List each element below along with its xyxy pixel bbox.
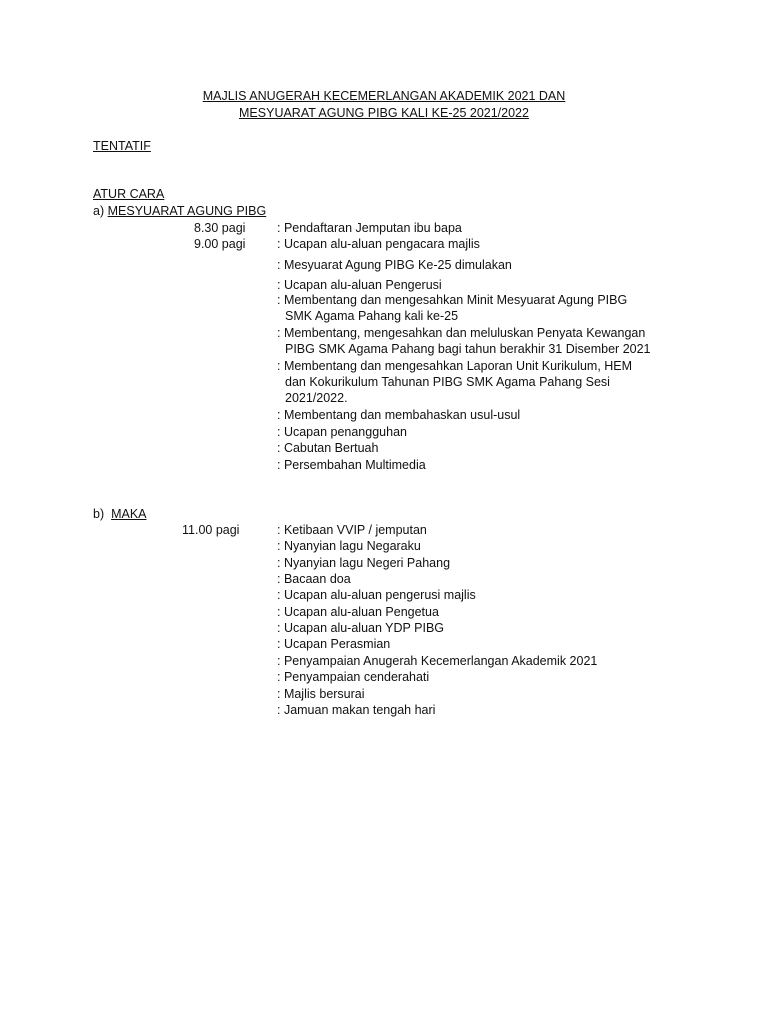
- section-a-time-2: 9.00 pagi: [194, 237, 246, 251]
- item-text: : Ucapan alu-aluan YDP PIBG: [277, 621, 444, 635]
- section-b-item: [277, 620, 444, 636]
- section-a-item: [277, 220, 462, 236]
- item-text: : Ucapan penangguhan: [277, 425, 407, 439]
- item-text: : Ketibaan VVIP / jemputan: [277, 523, 427, 537]
- section-b-item: [277, 555, 450, 571]
- section-a-letter: a): [93, 204, 105, 218]
- section-a-item: [277, 457, 426, 473]
- section-a-heading: [93, 203, 266, 219]
- section-b-title: MAKA: [111, 507, 147, 521]
- item-text: : Persembahan Multimedia: [277, 458, 426, 472]
- section-b-letter: b): [93, 507, 105, 521]
- section-b-item: [277, 538, 421, 554]
- section-a-item: [277, 358, 632, 406]
- item-text: : Ucapan alu-aluan pengacara majlis: [277, 237, 480, 251]
- section-b-item: [277, 522, 427, 538]
- item-text: : Membentang, mengesahkan dan meluluskan Penyata Kewangan: [277, 326, 646, 340]
- section-b-item: [277, 587, 476, 603]
- item-text-continued: SMK Agama Pahang kali ke-25: [285, 309, 459, 323]
- item-text: : Nyanyian lagu Negaraku: [277, 539, 421, 553]
- item-text: : Ucapan alu-aluan Pengerusi: [277, 278, 442, 292]
- item-text: : Membentang dan mengesahkan Minit Mesyuarat Agung PIBG: [277, 293, 628, 307]
- section-a-item: [277, 292, 627, 324]
- section-b-time-1: 11.00 pagi: [182, 523, 240, 537]
- title-line-2: MESYUARAT AGUNG PIBG KALI KE-25 2021/2022: [239, 106, 529, 120]
- section-b-item: [277, 571, 351, 587]
- section-a-item: [277, 440, 378, 456]
- section-a-item: [277, 407, 520, 423]
- item-text-continued: dan Kokurikulum Tahunan PIBG SMK Agama Pahang Sesi: [285, 375, 610, 389]
- item-text: : Membentang dan mengesahkan Laporan Unit Kurikulum, HEM: [277, 359, 633, 373]
- title-line-1: MAJLIS ANUGERAH KECEMERLANGAN AKADEMIK 2021 DAN: [202, 89, 566, 103]
- item-text: : Membentang dan membahaskan usul-usul: [277, 408, 521, 422]
- item-text: : Bacaan doa: [277, 572, 351, 586]
- item-text: : Nyanyian lagu Negeri Pahang: [277, 556, 451, 570]
- section-b-item: [277, 686, 365, 702]
- section-a-time-1: 8.30 pagi: [194, 221, 246, 235]
- section-a-item: [277, 277, 442, 293]
- section-a-item: [277, 424, 407, 440]
- section-b-item: [277, 636, 390, 652]
- item-text-continued: PIBG SMK Agama Pahang bagi tahun berakhir 31 Disember 2021: [285, 342, 651, 356]
- item-text-continued: 2021/2022.: [285, 391, 348, 405]
- atur-cara-heading: ATUR CARA: [93, 187, 165, 201]
- section-b-item: [277, 604, 439, 620]
- item-text: : Pendaftaran Jemputan ibu bapa: [277, 221, 462, 235]
- item-text: : Jamuan makan tengah hari: [277, 703, 436, 717]
- item-text: : Ucapan alu-aluan pengerusi majlis: [277, 588, 476, 602]
- tentatif-heading: TENTATIF: [93, 139, 151, 153]
- section-a-item: [277, 257, 512, 273]
- section-a-item: [277, 325, 651, 357]
- section-b-heading: [93, 506, 147, 522]
- item-text: : Penyampaian Anugerah Kecemerlangan Akademik 2021: [277, 654, 598, 668]
- item-text: : Penyampaian cenderahati: [277, 670, 430, 684]
- section-a-item: [277, 236, 480, 252]
- section-b-item: [277, 669, 429, 685]
- item-text: : Mesyuarat Agung PIBG Ke-25 dimulakan: [277, 258, 512, 272]
- section-b-item: [277, 702, 435, 718]
- item-text: : Ucapan alu-aluan Pengetua: [277, 605, 439, 619]
- item-text: : Majlis bersurai: [277, 687, 365, 701]
- section-b-item: [277, 653, 597, 669]
- item-text: : Cabutan Bertuah: [277, 441, 379, 455]
- item-text: : Ucapan Perasmian: [277, 637, 391, 651]
- section-a-title: MESYUARAT AGUNG PIBG: [107, 204, 267, 218]
